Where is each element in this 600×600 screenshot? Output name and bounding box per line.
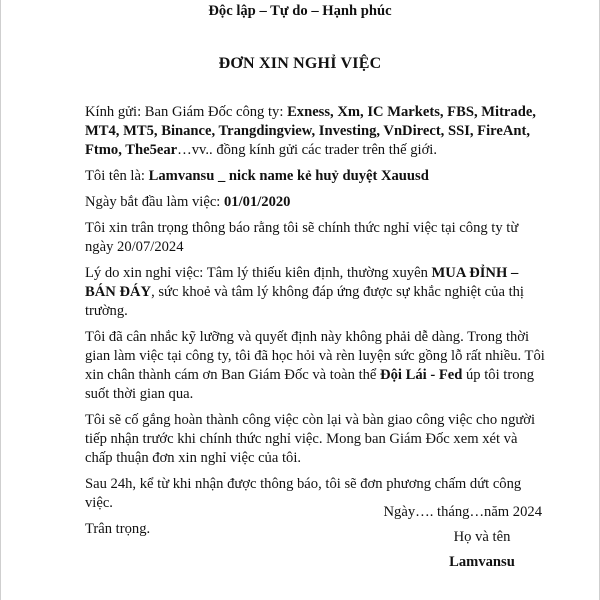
- signature-name: Lamvansu: [449, 554, 515, 570]
- reason-paragraph: [85, 264, 547, 321]
- national-motto: Độc lập – Tự do – Hạnh phúc: [208, 3, 392, 19]
- reason-suffix: , sức khoẻ và tâm lý không đáp ứng được sự khắc nghiệt của thị trường.: [85, 284, 524, 319]
- name-value: Lamvansu _ nick name kẻ huỷ duyệt Xauusd: [148, 168, 429, 184]
- reason-prefix: Lý do xin nghỉ việc: Tâm lý thiếu kiên định, thường xuyên: [85, 265, 432, 281]
- notice-paragraph: Tôi xin trân trọng thông báo rằng tôi sẽ chính thức nghỉ việc tại công ty từ ngày 20/07/2024: [85, 220, 519, 255]
- handover-paragraph: Tôi sẽ cố gắng hoàn thành công việc còn lại và bàn giao công việc cho người tiếp nhận trước khi chính thức nghỉ việc. Mong ban Giám Đốc xem xét và chấp thuận đơn xin nghỉ việc của tôi.: [85, 412, 536, 466]
- gratitude-bold: Đội Lái - Fed: [380, 367, 463, 383]
- greeting-suffix: …vv.. đồng kính gửi các trader trên thế giới.: [177, 142, 438, 158]
- start-prefix: Ngày bắt đầu làm việc:: [85, 194, 224, 210]
- gratitude-paragraph: [85, 328, 547, 404]
- closing-paragraph: Trân trọng.: [85, 521, 151, 537]
- letter-body: [85, 103, 547, 546]
- signature-date: Ngày…. tháng…năm 2024: [383, 504, 542, 520]
- start-value: 01/01/2020: [224, 194, 291, 210]
- greeting-prefix: Kính gửi: Ban Giám Đốc công ty:: [85, 104, 288, 120]
- signature-block: [362, 500, 542, 575]
- signature-label: Họ và tên: [453, 529, 511, 545]
- greeting-companies: Exness, Xm, IC Markets, FBS, Mitrade, MT4, MT5, Binance, Trangdingview, Investing, VnDirect, SSI, FireAnt, Ftmo, The5ear: [85, 104, 536, 158]
- gratitude-prefix: Tôi đã cân nhắc kỹ lưỡng và quyết định này không phải dễ dàng. Trong thời gian làm việc tại công ty, tôi đã học hỏi và rèn luyện sức gồng lỗ rất nhiều. Tôi xin chân thành cám ơn Ban Giám Đốc và toàn thể: [85, 329, 545, 383]
- gratitude-suffix: úp tôi trong suốt thời gian qua.: [85, 367, 535, 402]
- name-paragraph: [85, 167, 547, 186]
- document-title: ĐƠN XIN NGHỈ VIỆC: [218, 55, 382, 72]
- name-prefix: Tôi tên là:: [85, 168, 149, 184]
- termination-paragraph: Sau 24h, kể từ khi nhận được thông báo, tôi sẽ đơn phương chấm dứt công việc.: [85, 476, 522, 511]
- greeting-paragraph: [85, 103, 547, 160]
- start-date-paragraph: [85, 193, 547, 212]
- reason-bold: MUA ĐỈNH – BÁN ĐÁY: [85, 265, 519, 300]
